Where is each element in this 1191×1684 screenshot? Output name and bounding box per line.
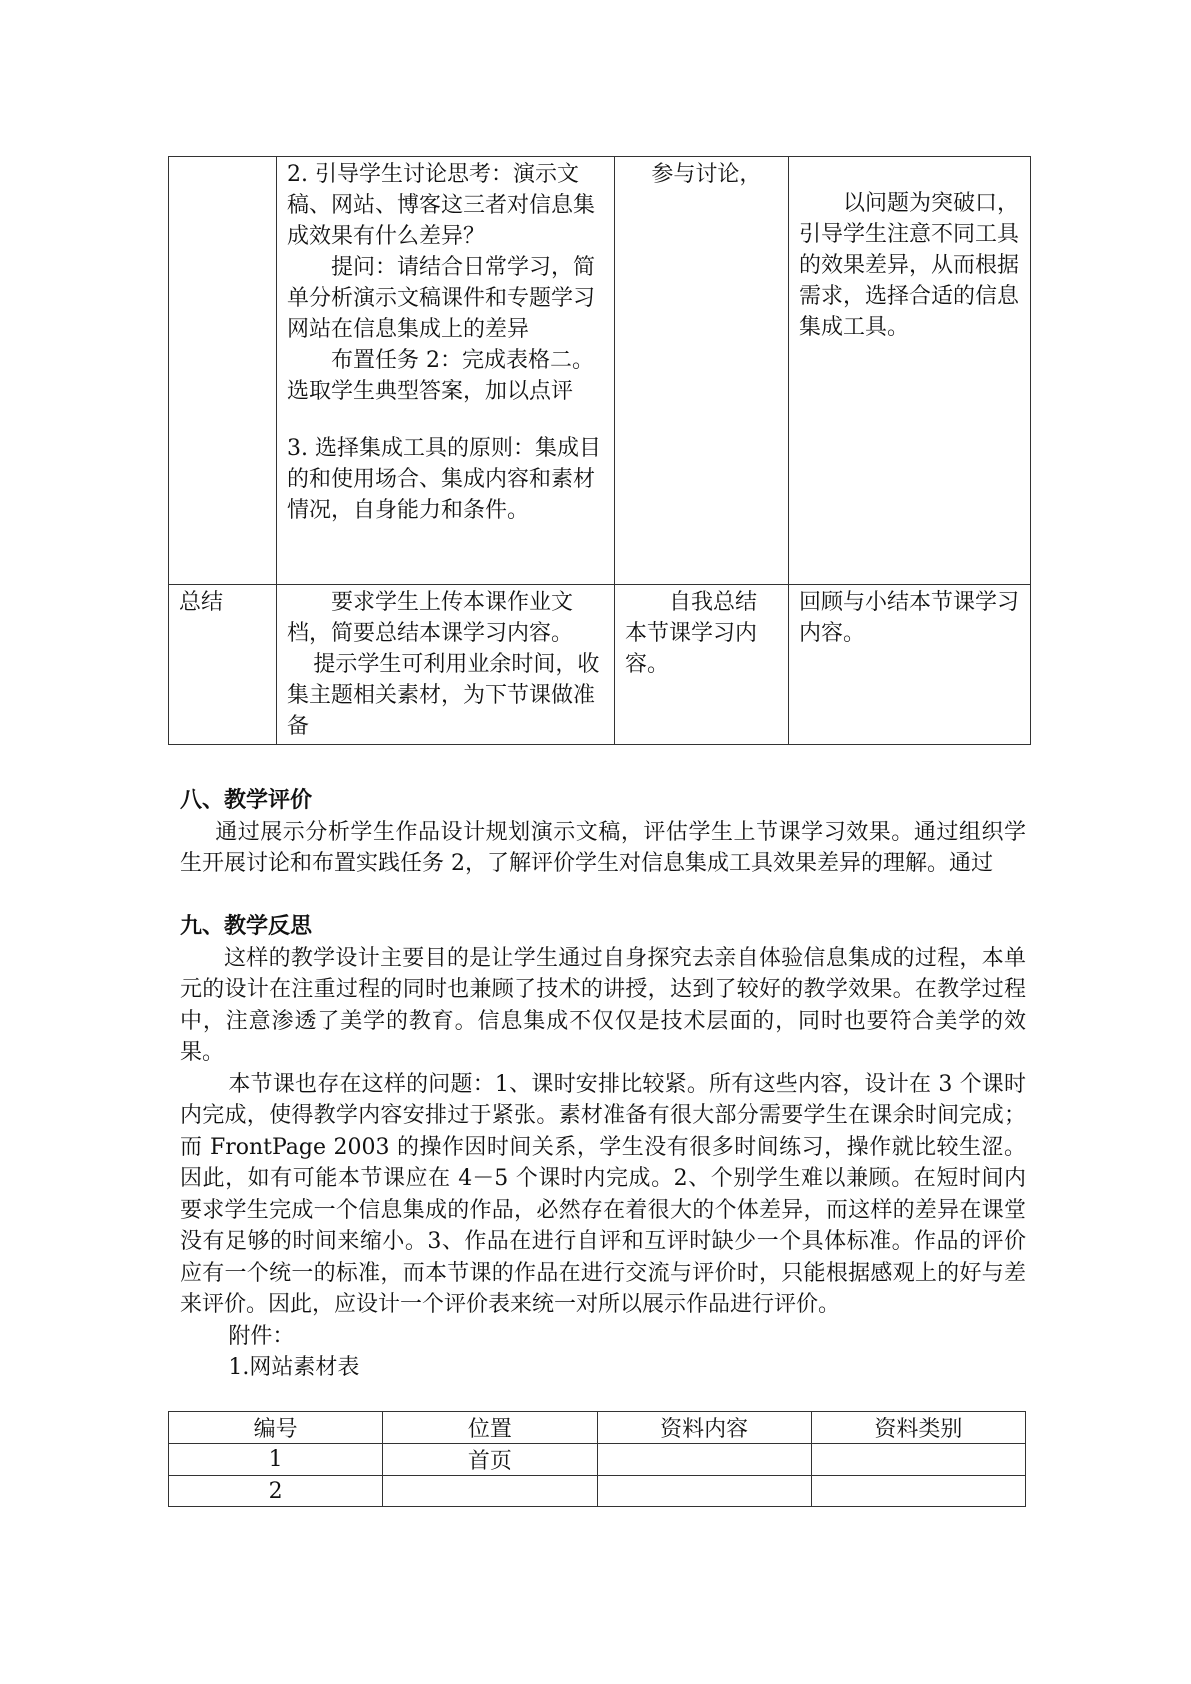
design-intent-text: 以问题为突破口，引导学生注意不同工具的效果差异，从而根据需求，选择合适的信息集成工具。 xyxy=(799,191,1020,340)
design-intent-cell xyxy=(789,157,1031,585)
activity-paragraph: 要求学生上传本课作业文档，简要总结本课学习内容。 xyxy=(287,590,574,646)
student-activity-text: 自我总结本节课学习内容。 xyxy=(625,590,758,677)
teacher-activity-cell xyxy=(277,585,615,745)
teacher-activity-cell xyxy=(277,157,615,585)
table-row xyxy=(169,157,1031,585)
student-activity-cell xyxy=(615,157,789,585)
table-cell: 1 xyxy=(169,1444,383,1476)
design-intent-text: 回顾与小结本节课学习内容。 xyxy=(799,590,1020,646)
column-header: 资料类别 xyxy=(811,1412,1025,1444)
column-header: 资料内容 xyxy=(597,1412,811,1444)
table-cell: 2 xyxy=(169,1476,383,1507)
evaluation-section xyxy=(180,785,1026,880)
evaluation-text: 通过展示分析学生作品设计规划演示文稿，评估学生上节课学习效果。通过组织学生开展讨论和布置实践任务 2，了解评价学生对信息集成工具效果差异的理解。通过 xyxy=(180,819,1026,876)
reflection-paragraph: 本节课也存在这样的问题：1、课时安排比较紧。所有这些内容，设计在 3 个课时内完成，使得教学内容安排过于紧张。素材准备有很大部分需要学生在课余时间完成；而 FrontPage 2003 的操作因时间关系，学生没有很多时间练习，操作就比较生涩。因此，如有可能本节课应在 4－5 个课时内完成。2、个别学生难以兼顾。在短时间内要求学生完成一个信息集成的作品，必然存在着很大的个体差异，而这样的差异在课堂没有足够的时间来缩小。3、作品在进行自评和互评时缺少一个具体标准。作品的评价应有一个统一的标准，而本节课的作品在进行交流与评价时，只能根据感观上的好与差来评价。因此，应设计一个评价表来统一对所以展示作品进行评价。 xyxy=(180,1071,1026,1317)
attachment-title: 1.网站素材表 xyxy=(228,1355,360,1380)
activity-paragraph: 提示学生可利用业余时间，收集主题相关素材，为下节课做准备 xyxy=(287,652,600,739)
attachment-label: 附件： xyxy=(228,1323,295,1349)
table-cell xyxy=(811,1476,1025,1507)
activity-paragraph: 布置任务 2：完成表格二。选取学生典型答案，加以点评 xyxy=(287,348,594,404)
stage-cell xyxy=(169,157,277,585)
lesson-plan-table xyxy=(168,156,1031,745)
table-row xyxy=(169,585,1031,745)
table-cell xyxy=(597,1476,811,1507)
column-header: 编号 xyxy=(169,1412,383,1444)
table-row xyxy=(169,1476,1026,1507)
activity-paragraph: 2. 引导学生讨论思考：演示文稿、网站、博客这三者对信息集成效果有什么差异？ xyxy=(287,162,596,249)
reflection-paragraph: 这样的教学设计主要目的是让学生通过自身探究去亲自体验信息集成的过程，本单元的设计在注重过程的同时也兼顾了技术的讲授，达到了较好的教学效果。在教学过程中，注意渗透了美学的教育。信息集成不仅仅是技术层面的，同时也要符合美学的效果。 xyxy=(180,945,1026,1065)
table-cell xyxy=(597,1444,811,1476)
activity-paragraph: 提问：请结合日常学习，简单分析演示文稿课件和专题学习网站在信息集成上的差异 xyxy=(287,255,596,342)
table-cell: 首页 xyxy=(383,1444,597,1476)
table-header-row xyxy=(169,1412,1026,1444)
column-header: 位置 xyxy=(383,1412,597,1444)
table-row xyxy=(169,1444,1026,1476)
table-cell xyxy=(383,1476,597,1507)
reflection-section xyxy=(180,911,1026,1384)
design-intent-cell xyxy=(789,585,1031,745)
student-activity-cell xyxy=(615,585,789,745)
activity-paragraph: 3. 选择集成工具的原则：集成目的和使用场合、集成内容和素材情况，自身能力和条件。 xyxy=(287,436,601,523)
section-heading: 九、教学反思 xyxy=(180,914,313,939)
stage-cell: 总结 xyxy=(169,585,277,745)
section-heading: 八、教学评价 xyxy=(180,788,313,813)
materials-table xyxy=(168,1411,1026,1507)
student-activity-text: 参与讨论， xyxy=(651,162,762,187)
table-cell xyxy=(811,1444,1025,1476)
